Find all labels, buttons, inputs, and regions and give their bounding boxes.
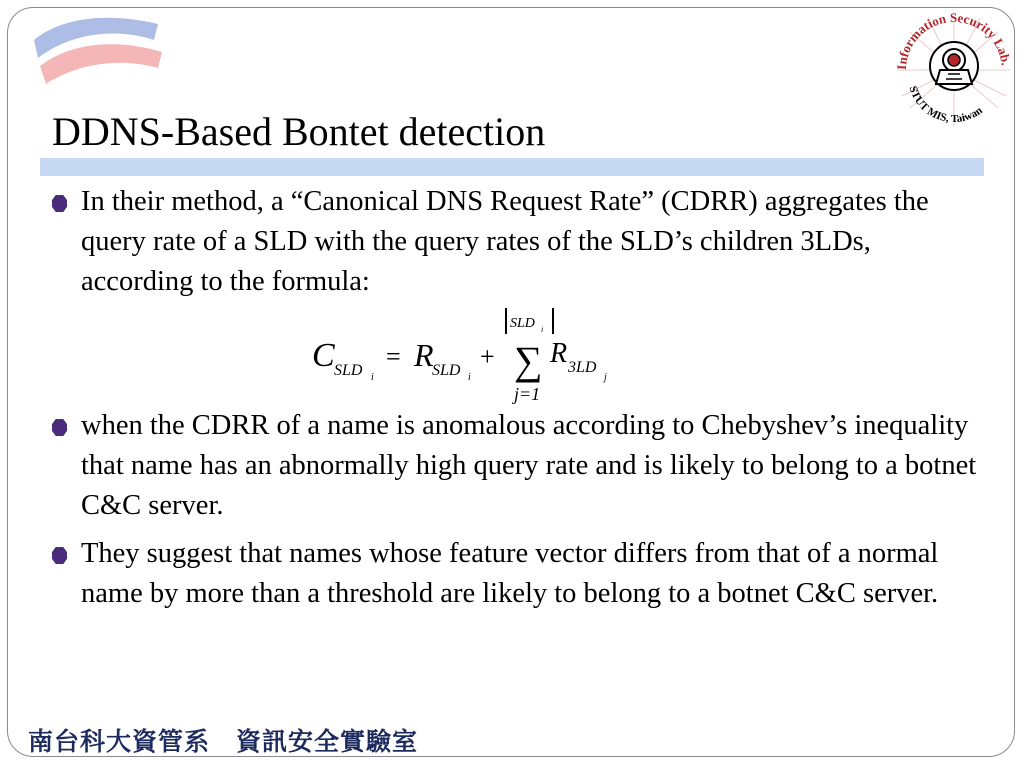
formula-equals: =: [386, 342, 401, 371]
corner-decoration: [26, 10, 166, 90]
bullet-icon: [52, 195, 67, 212]
title-underline-bar: [40, 158, 984, 176]
footer-text: 南台科大資管系 資訊安全實驗室: [28, 727, 419, 756]
bullet-item: [46, 406, 981, 526]
logo-bottom-text: STUT MIS, Taiwan: [906, 84, 985, 126]
logo-ring-text: Information Security Lab.: [893, 9, 1014, 71]
formula-r2-sub: 3LD: [568, 359, 597, 376]
formula-r1: R: [414, 337, 434, 373]
formula-r1-subsub: i: [468, 372, 471, 383]
formula-r2-subsub: j: [604, 372, 607, 383]
bullet-icon: [52, 419, 67, 436]
formula-lhs-sub: SLD: [334, 362, 363, 379]
formula-plus: +: [480, 342, 495, 371]
formula-r2: R: [550, 338, 568, 369]
formula-sum-symbol: ∑: [514, 338, 543, 383]
formula-lhs-subsub: i: [371, 372, 374, 383]
bullet-item: [46, 534, 981, 614]
bullet-text: They suggest that names whose feature vector differs from that of a normal name by more than a threshold are likely to belong to a botnet C&C server.: [81, 538, 939, 609]
formula-sum-upper: SLD: [510, 316, 535, 331]
bullet-item: [46, 182, 981, 302]
lab-logo: [888, 4, 1020, 136]
formula-sum-upper-sub: i: [541, 325, 544, 334]
formula-r1-sub: SLD: [432, 362, 461, 379]
bullet-icon: [52, 547, 67, 564]
formula-sum-lower: j=1: [514, 384, 541, 404]
cdrr-formula: [310, 304, 620, 408]
slide-title: DDNS-Based Bontet detection: [52, 109, 546, 154]
formula-lhs: C: [312, 337, 335, 374]
bullet-text: when the CDRR of a name is anomalous according to Chebyshev’s inequality that name has an abnormally high query rate and is likely to belong to a botnet C&C server.: [81, 410, 977, 521]
bullet-text: In their method, a “Canonical DNS Request Rate” (CDRR) aggregates the query rate of a SLD with the query rates of the SLD’s children 3LDs, according to the formula:: [81, 186, 929, 297]
